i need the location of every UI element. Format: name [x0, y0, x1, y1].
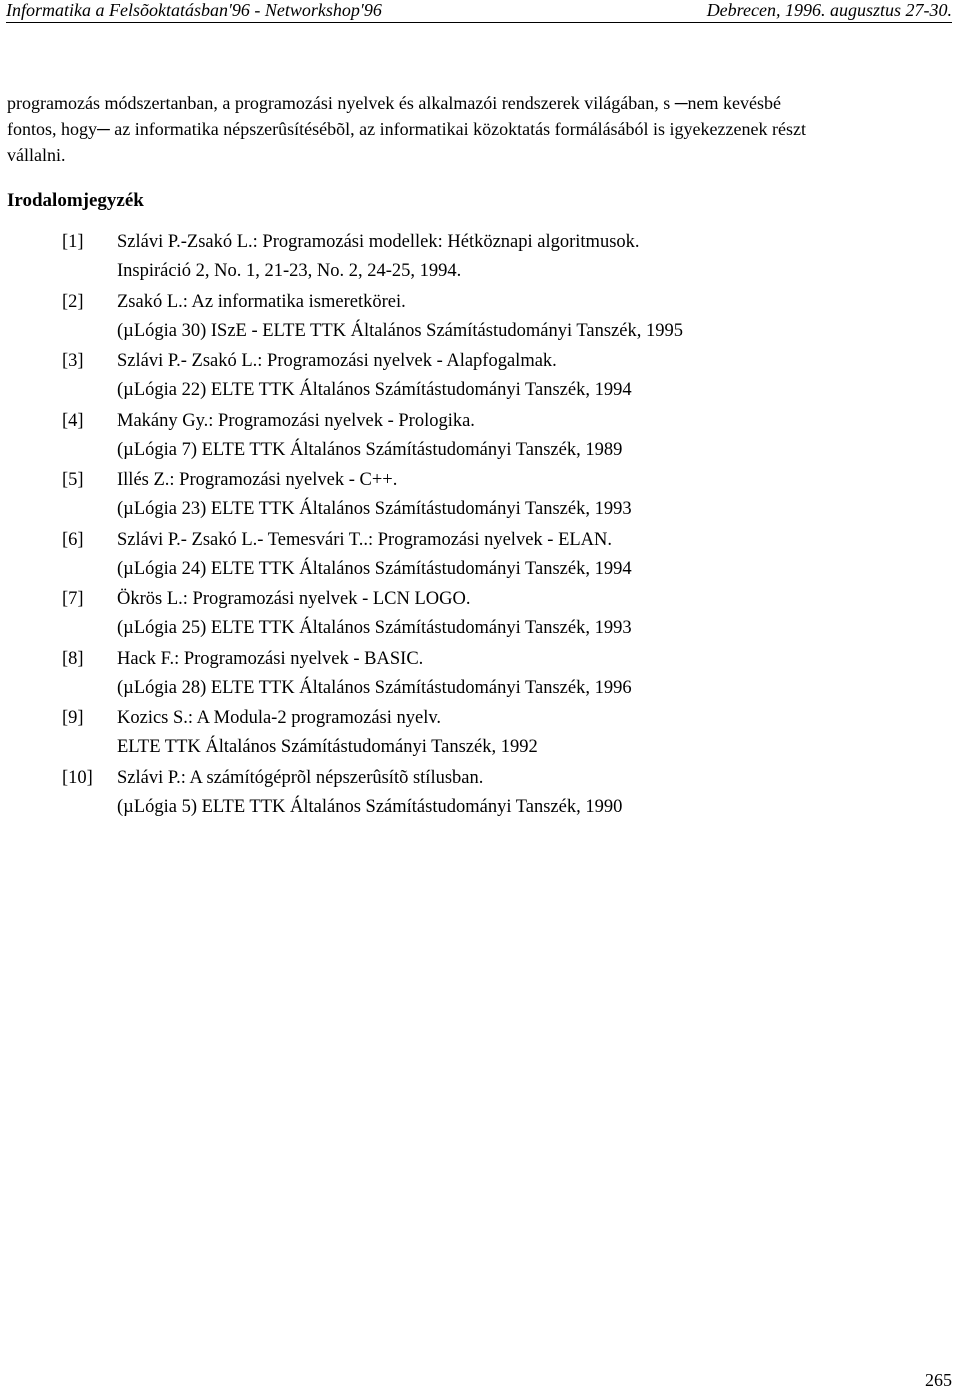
reference-number: [6]	[62, 529, 84, 550]
bibliography-item	[62, 645, 942, 705]
reference-line: Szlávi P.- Zsakó L.- Temesvári T..: Programozási nyelvek - ELAN.	[117, 529, 613, 550]
reference-text	[117, 764, 622, 822]
reference-line: (µLógia 28) ELTE TTK Általános Számítástudományi Tanszék, 1996	[117, 677, 632, 698]
page-number: 265	[925, 1370, 952, 1390]
reference-line: (µLógia 5) ELTE TTK Általános Számítástudományi Tanszék, 1990	[117, 796, 623, 817]
reference-text	[117, 347, 632, 405]
bibliography-title: Irodalomjegyzék	[7, 190, 144, 211]
intro-line: fontos, hogy─ az informatika népszerûsítésébõl, az informatikai közoktatás formálásából is igyekezzenek részt	[7, 119, 806, 139]
reference-line: Szlávi P.- Zsakó L.: Programozási nyelvek - Alapfogalmak.	[117, 351, 557, 371]
intro-paragraph	[7, 90, 955, 168]
reference-line: Szlávi P.: A számítógéprõl népszerûsítõ stílusban.	[117, 767, 484, 788]
intro-line: programozás módszertanban, a programozási nyelvek és alkalmazói rendszerek világában, s ─nem kevésbé	[7, 93, 781, 113]
reference-line: Szlávi P.-Zsakó L.: Programozási modellek: Hétköznapi algoritmusok.	[117, 232, 640, 252]
reference-line: Illés Z.: Programozási nyelvek - C++.	[117, 470, 398, 490]
reference-line: (µLógia 30) ISzE - ELTE TTK Általános Számítástudományi Tanszék, 1995	[117, 320, 683, 341]
reference-line: Zsakó L.: Az informatika ismeretkörei.	[117, 291, 406, 312]
reference-line: Hack F.: Programozási nyelvek - BASIC.	[117, 648, 424, 669]
reference-number: [2]	[62, 291, 84, 312]
reference-line: (µLógia 25) ELTE TTK Általános Számítástudományi Tanszék, 1993	[117, 618, 632, 638]
bibliography-item	[62, 347, 942, 407]
bibliography-item	[62, 764, 942, 824]
reference-text	[117, 585, 632, 643]
reference-number: [10]	[62, 767, 93, 788]
header-conference-title: Informatika a Felsõoktatásban′96 - Networkshop′96	[6, 0, 382, 20]
reference-number: [5]	[62, 470, 84, 490]
reference-text	[117, 466, 632, 524]
reference-line: (µLógia 7) ELTE TTK Általános Számítástudományi Tanszék, 1989	[117, 439, 623, 460]
reference-number: [4]	[62, 410, 84, 431]
bibliography-item	[62, 288, 942, 348]
running-header	[6, 0, 952, 22]
reference-line: (µLógia 23) ELTE TTK Általános Számítástudományi Tanszék, 1993	[117, 499, 632, 519]
reference-number: [9]	[62, 708, 84, 728]
reference-line: ELTE TTK Általános Számítástudományi Tanszék, 1992	[117, 737, 538, 757]
header-location-date: Debrecen, 1996. augusztus 27-30.	[706, 0, 952, 20]
bibliography-item	[62, 704, 942, 764]
bibliography-item	[62, 228, 942, 288]
reference-number: [3]	[62, 351, 84, 371]
reference-line: Kozics S.: A Modula-2 programozási nyelv.	[117, 708, 442, 728]
bibliography-item	[62, 407, 942, 467]
reference-line: (µLógia 24) ELTE TTK Általános Számítástudományi Tanszék, 1994	[117, 558, 632, 579]
reference-text	[117, 288, 683, 346]
reference-line: Ökrös L.: Programozási nyelvek - LCN LOGO.	[117, 589, 471, 609]
bibliography-list	[62, 228, 942, 823]
reference-line: (µLógia 22) ELTE TTK Általános Számítástudományi Tanszék, 1994	[117, 380, 632, 400]
reference-text	[117, 645, 632, 703]
reference-number: [8]	[62, 648, 84, 669]
reference-number: [1]	[62, 232, 84, 252]
reference-text	[117, 407, 622, 465]
intro-line: vállalni.	[7, 145, 66, 165]
reference-line: Inspiráció 2, No. 1, 21-23, No. 2, 24-25, 1994.	[117, 261, 462, 281]
reference-number: [7]	[62, 589, 84, 609]
reference-text	[117, 228, 640, 286]
bibliography-item	[62, 466, 942, 526]
bibliography-item	[62, 585, 942, 645]
header-divider	[6, 22, 952, 23]
reference-text	[117, 704, 538, 762]
reference-text	[117, 526, 632, 584]
reference-line: Makány Gy.: Programozási nyelvek - Prologika.	[117, 410, 475, 431]
bibliography-item	[62, 526, 942, 586]
